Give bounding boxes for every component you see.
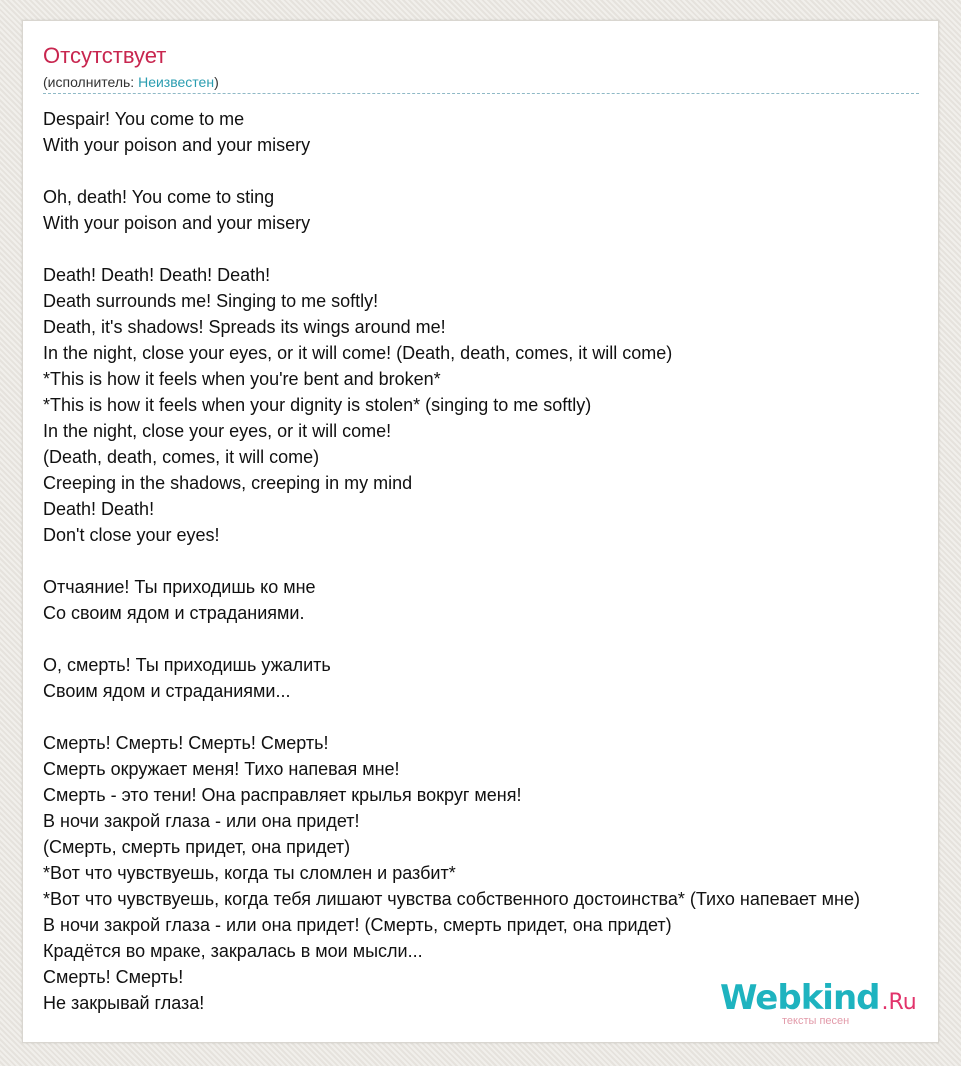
lyrics-text (43, 106, 860, 1016)
lyric-line: Don't close your eyes! (43, 525, 220, 545)
lyric-line: Со своим ядом и страданиями. (43, 603, 305, 623)
artist-line (43, 74, 219, 90)
lyric-line (43, 704, 860, 730)
lyric-line: Смерть! Смерть! (43, 967, 184, 987)
lyric-line: Крадётся во мраке, закралась в мои мысли... (43, 941, 423, 961)
site-logo[interactable] (720, 978, 917, 1027)
lyric-line: Death surrounds me! Singing to me softly! (43, 291, 379, 311)
lyric-line: Despair! You come to me (43, 109, 245, 129)
lyric-line: Отчаяние! Ты приходишь ко мне (43, 577, 316, 597)
lyrics-card (22, 20, 939, 1043)
lyric-line: Своим ядом и страданиями... (43, 681, 291, 701)
lyric-line: With your poison and your misery (43, 213, 311, 233)
lyric-line: О, смерть! Ты приходишь ужалить (43, 655, 331, 675)
lyric-line (43, 626, 860, 652)
artist-prefix: (исполнитель: (43, 74, 139, 90)
lyric-line: *Вот что чувствуешь, когда ты сломлен и разбит* (43, 863, 456, 883)
lyric-line: Death! Death! (43, 499, 155, 519)
lyric-line: Oh, death! You come to sting (43, 187, 275, 207)
logo-wordmark: Webkind (720, 978, 880, 1018)
lyric-line (43, 158, 860, 184)
lyric-line: Death! Death! Death! Death! (43, 265, 271, 285)
lyric-line: Death, it's shadows! Spreads its wings around me! (43, 317, 446, 337)
lyric-line: В ночи закрой глаза - или она придет! (Смерть, смерть придет, она придет) (43, 915, 672, 935)
lyric-line (43, 548, 860, 574)
lyric-line: In the night, close your eyes, or it will come! (Death, death, comes, it will come) (43, 343, 673, 363)
lyric-line: Смерть! Смерть! Смерть! Смерть! (43, 733, 329, 753)
artist-link[interactable]: Неизвестен (138, 74, 215, 90)
logo-domain: .Ru (881, 990, 917, 1015)
lyric-line: *This is how it feels when you're bent and broken* (43, 369, 441, 389)
artist-suffix: ) (214, 74, 219, 90)
lyric-line (43, 236, 860, 262)
lyric-line: (Death, death, comes, it will come) (43, 447, 320, 467)
lyric-line: *Вот что чувствуешь, когда тебя лишают чувства собственного достоинства* (Тихо напевает мне) (43, 889, 860, 909)
lyric-line: Не закрывай глаза! (43, 993, 205, 1013)
lyric-line: *This is how it feels when your dignity is stolen* (singing to me softly) (43, 395, 592, 415)
lyric-line: В ночи закрой глаза - или она придет! (43, 811, 360, 831)
song-title: Отсутствует (43, 43, 167, 68)
lyric-line: Creeping in the shadows, creeping in my mind (43, 473, 413, 493)
lyric-line: With your poison and your misery (43, 135, 311, 155)
title-divider (43, 93, 919, 94)
logo-tagline: тексты песен (782, 1015, 850, 1027)
lyric-line: In the night, close your eyes, or it will come! (43, 421, 392, 441)
lyric-line: Смерть - это тени! Она расправляет крылья вокруг меня! (43, 785, 522, 805)
lyric-line: (Смерть, смерть придет, она придет) (43, 837, 351, 857)
lyric-line: Смерть окружает меня! Тихо напевая мне! (43, 759, 400, 779)
